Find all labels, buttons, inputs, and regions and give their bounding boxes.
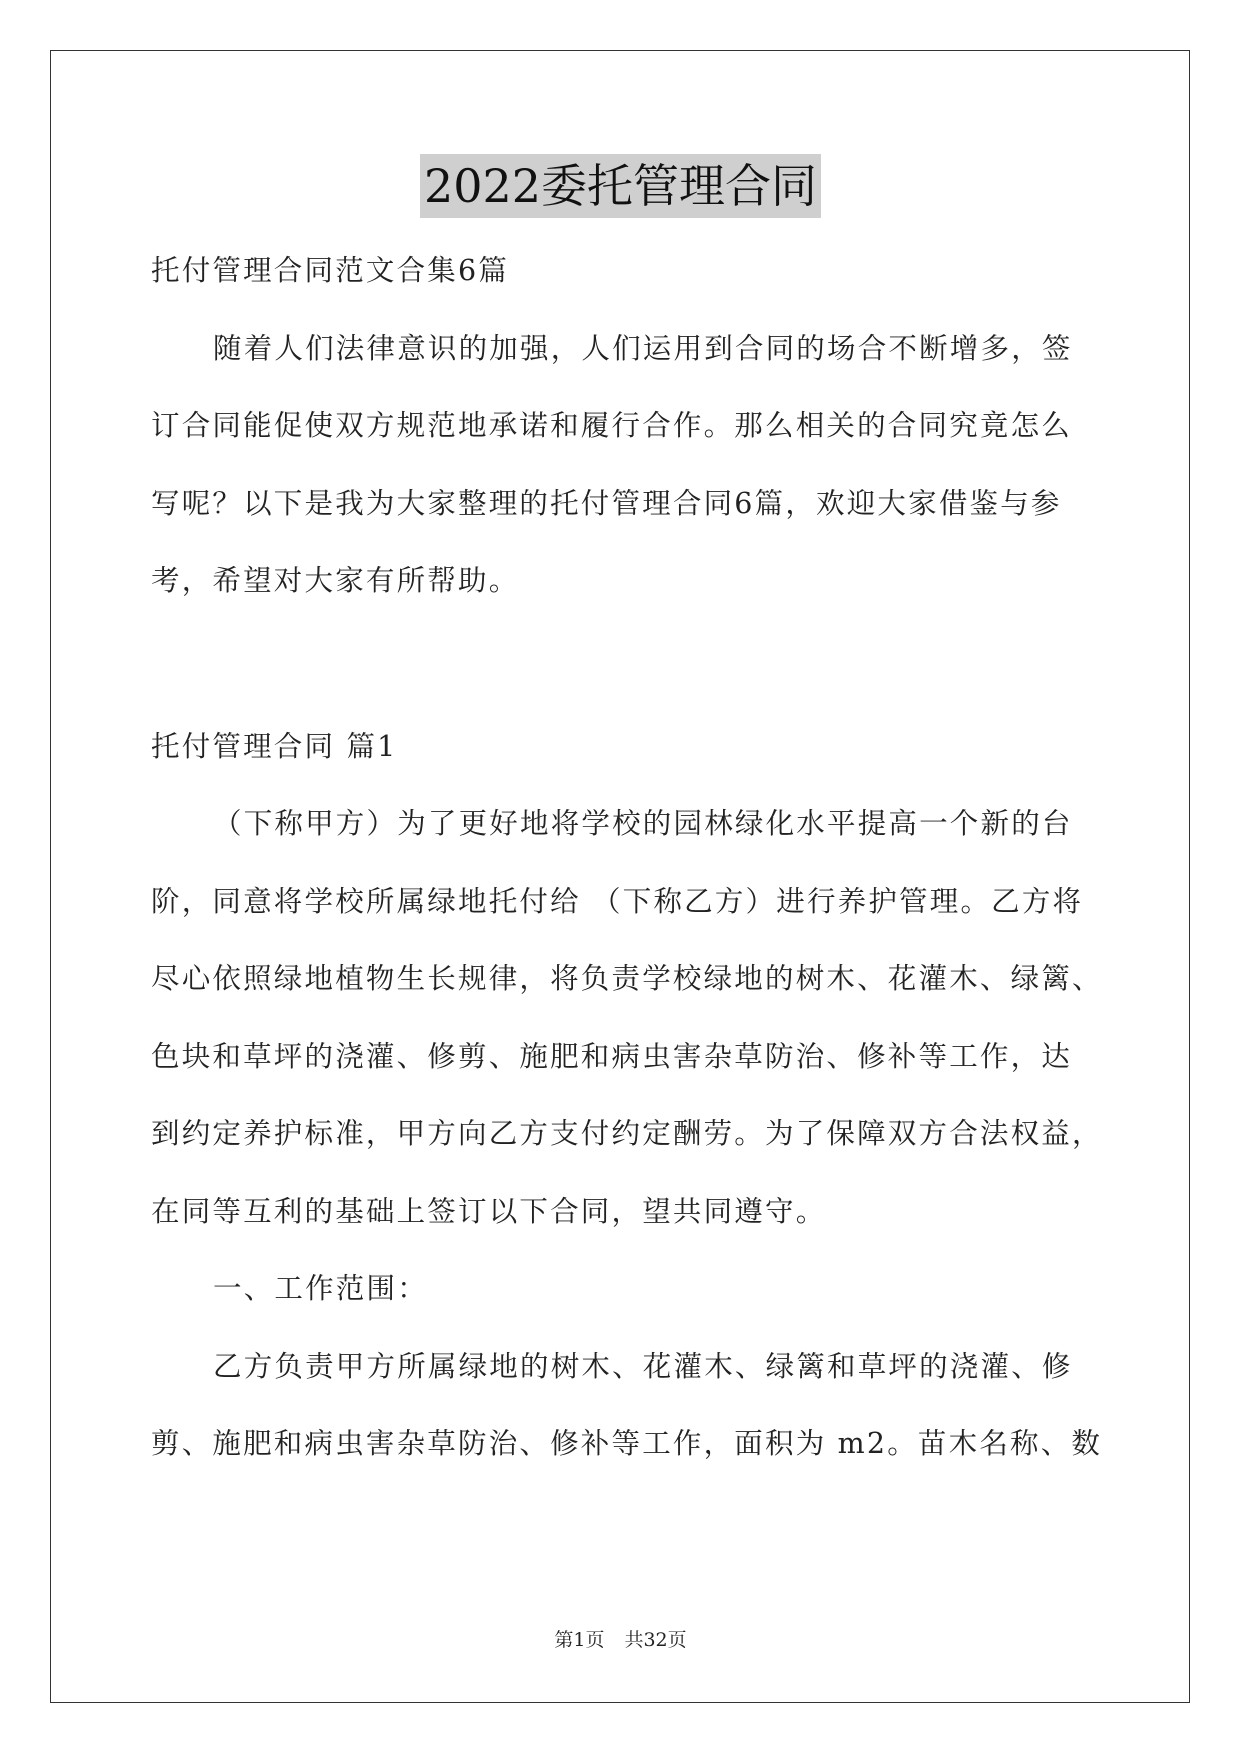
clause-line: 乙方负责甲方所属绿地的树木、花灌木、绿篱和草坪的浇灌、修	[213, 1349, 1073, 1383]
section-spacer	[151, 620, 1091, 708]
section-line: 到约定养护标准，甲方向乙方支付约定酬劳。为了保障双方合法权益，	[151, 1117, 1103, 1150]
section-line: 在同等互利的基础上签订以下合同，望共同遵守。	[151, 1194, 827, 1228]
clause-heading: 一、工作范围：	[213, 1272, 428, 1305]
document-subtitle: 托付管理合同范文合集6篇	[151, 254, 510, 287]
intro-line: 考，希望对大家有所帮助。	[151, 564, 520, 597]
section-line: 尽心依照绿地植物生长规律，将负责学校绿地的树木、花灌木、绿篱、	[151, 962, 1103, 995]
section-line: 阶，同意将学校所属绿地托付给 （下称乙方）进行养护管理。乙方将	[151, 884, 1084, 918]
intro-line: 随着人们法律意识的加强，人们运用到合同的场合不断增多，签	[213, 331, 1073, 365]
page-total: 共32页	[624, 1629, 687, 1651]
page-footer	[0, 1625, 1241, 1652]
section-line: 色块和草坪的浇灌、修剪、施肥和病虫害杂草防治、修补等工作，达	[151, 1039, 1073, 1073]
document-title: 2022委托管理合同	[420, 154, 821, 218]
page-number: 第1页	[554, 1629, 605, 1651]
document-body	[151, 232, 1103, 1483]
title-container	[0, 154, 1241, 218]
clause-line: 剪、施肥和病虫害杂草防治、修补等工作，面积为 m2。苗木名称、数	[151, 1427, 1103, 1460]
intro-line: 写呢？以下是我为大家整理的托付管理合同6篇，欢迎大家借鉴与参	[151, 486, 1062, 520]
intro-line: 订合同能促使双方规范地承诺和履行合作。那么相关的合同究竟怎么	[151, 409, 1073, 442]
section-heading: 托付管理合同 篇1	[151, 729, 398, 763]
section-line: （下称甲方）为了更好地将学校的园林绿化水平提高一个新的台	[213, 807, 1073, 840]
